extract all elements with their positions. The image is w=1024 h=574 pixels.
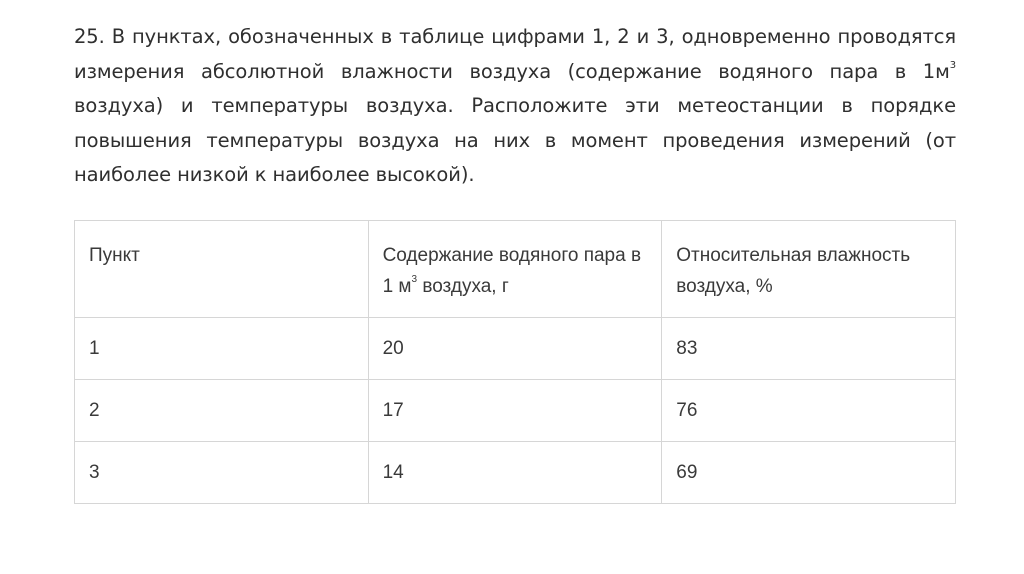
cell-humidity: 69 — [662, 442, 956, 504]
cell-point: 1 — [75, 318, 369, 380]
header-vapor — [368, 221, 662, 318]
table-header-row — [75, 221, 956, 318]
question-text-part1: 25. В пунктах, обозначенных в таблице цифрами 1, 2 и 3, одновременно проводятся измерения абсолютной влажности воздуха (содержание водяного пара в 1м — [74, 25, 956, 83]
question-superscript: 3 — [949, 60, 956, 71]
header-humidity: Относительная влажность воздуха, % — [662, 221, 956, 318]
data-table-container — [74, 220, 956, 504]
cell-vapor: 14 — [368, 442, 662, 504]
question-text-part2: воздуха) и температуры воздуха. Расположите эти метеостанции в порядке повышения температуры воздуха на них в момент проведения измерений (от наиболее низкой к наиболее высокой). — [74, 94, 956, 186]
table-row — [75, 380, 956, 442]
header-point: Пункт — [75, 221, 369, 318]
table-row — [75, 442, 956, 504]
cell-humidity: 83 — [662, 318, 956, 380]
cell-point: 3 — [75, 442, 369, 504]
header-vapor-part1: Содержание водяного пара в 1 м — [382, 245, 642, 297]
header-vapor-part2: воздуха, г — [417, 276, 509, 297]
cell-vapor: 17 — [368, 380, 662, 442]
header-vapor-superscript: 3 — [411, 273, 418, 285]
question-text — [74, 20, 956, 193]
table-row — [75, 318, 956, 380]
cell-humidity: 76 — [662, 380, 956, 442]
cell-vapor: 20 — [368, 318, 662, 380]
data-table — [74, 220, 956, 504]
cell-point: 2 — [75, 380, 369, 442]
